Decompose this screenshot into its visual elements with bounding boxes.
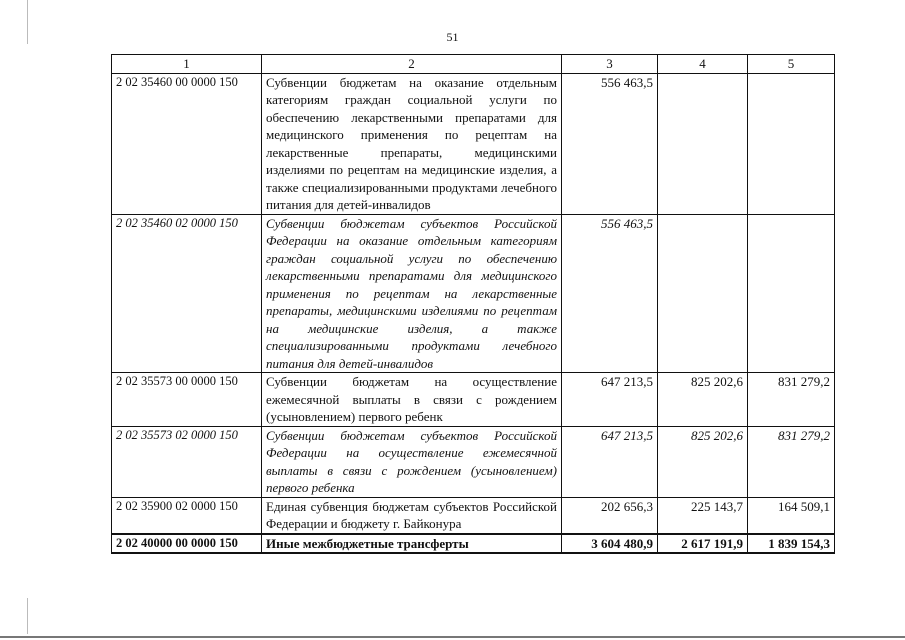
table-row: [112, 214, 835, 373]
header-row: [112, 55, 835, 74]
value-col-5: 1 839 154,3: [748, 534, 835, 554]
budget-code: 2 02 40000 00 0000 150: [112, 534, 262, 554]
row-description: Субвенции бюджетам субъектов Российской Федерации на оказание отдельным категориям граждан социальной услуги по обеспечению лекарственными препаратами для медицинского применения по рецептам на лекарственные препараты, медицинскими изделиями по рецептам на медицинские изделия, а также специализированными продуктами лечебного питания для детей-инвалидов: [262, 214, 562, 373]
page-number: 51: [446, 30, 459, 44]
row-description: Субвенции бюджетам субъектов Российской Федерации на осуществление ежемесячной выплаты в связи с рождением (усыновлением) первого ребенка: [262, 426, 562, 497]
row-description: Субвенции бюджетам на осуществление ежемесячной выплаты в связи с рождением (усыновлением) первого ребенк: [262, 373, 562, 427]
budget-table: [111, 54, 835, 554]
row-description: Иные межбюджетные трансферты: [262, 534, 562, 554]
table-row: [112, 373, 835, 427]
column-header: 4: [658, 55, 748, 74]
value-col-3: 202 656,3: [562, 497, 658, 534]
scan-edge-mark-bottom: [27, 598, 28, 634]
value-col-4: 825 202,6: [658, 426, 748, 497]
table-row: [112, 497, 835, 534]
value-col-5: [748, 73, 835, 214]
table-row: [112, 73, 835, 214]
budget-code: 2 02 35573 00 0000 150: [112, 373, 262, 427]
value-col-5: 164 509,1: [748, 497, 835, 534]
column-header: 2: [262, 55, 562, 74]
page-bottom-edge: [0, 636, 905, 638]
value-col-3: 3 604 480,9: [562, 534, 658, 554]
value-col-5: [748, 214, 835, 373]
value-col-3: 647 213,5: [562, 426, 658, 497]
value-col-4: 225 143,7: [658, 497, 748, 534]
budget-code: 2 02 35900 02 0000 150: [112, 497, 262, 534]
table-row-total: [112, 534, 835, 554]
value-col-4: [658, 73, 748, 214]
column-header: 1: [112, 55, 262, 74]
value-col-5: 831 279,2: [748, 426, 835, 497]
row-description: Субвенции бюджетам на оказание отдельным категориям граждан социальной услуги по обеспечению лекарственными препаратами для медицинского применения по рецептам на лекарственные препараты, медицинскими изделиями по рецептам на медицинские изделия, а также специализированными продуктами лечебного питания для детей-инвалидов: [262, 73, 562, 214]
table-row: [112, 426, 835, 497]
value-col-3: 556 463,5: [562, 214, 658, 373]
value-col-3: 647 213,5: [562, 373, 658, 427]
row-description: Единая субвенция бюджетам субъектов Российской Федерации и бюджету г. Байконура: [262, 497, 562, 534]
value-col-4: 825 202,6: [658, 373, 748, 427]
column-header: 5: [748, 55, 835, 74]
value-col-5: 831 279,2: [748, 373, 835, 427]
column-header: 3: [562, 55, 658, 74]
budget-code: 2 02 35573 02 0000 150: [112, 426, 262, 497]
budget-code: 2 02 35460 02 0000 150: [112, 214, 262, 373]
value-col-4: [658, 214, 748, 373]
budget-code: 2 02 35460 00 0000 150: [112, 73, 262, 214]
value-col-4: 2 617 191,9: [658, 534, 748, 554]
value-col-3: 556 463,5: [562, 73, 658, 214]
